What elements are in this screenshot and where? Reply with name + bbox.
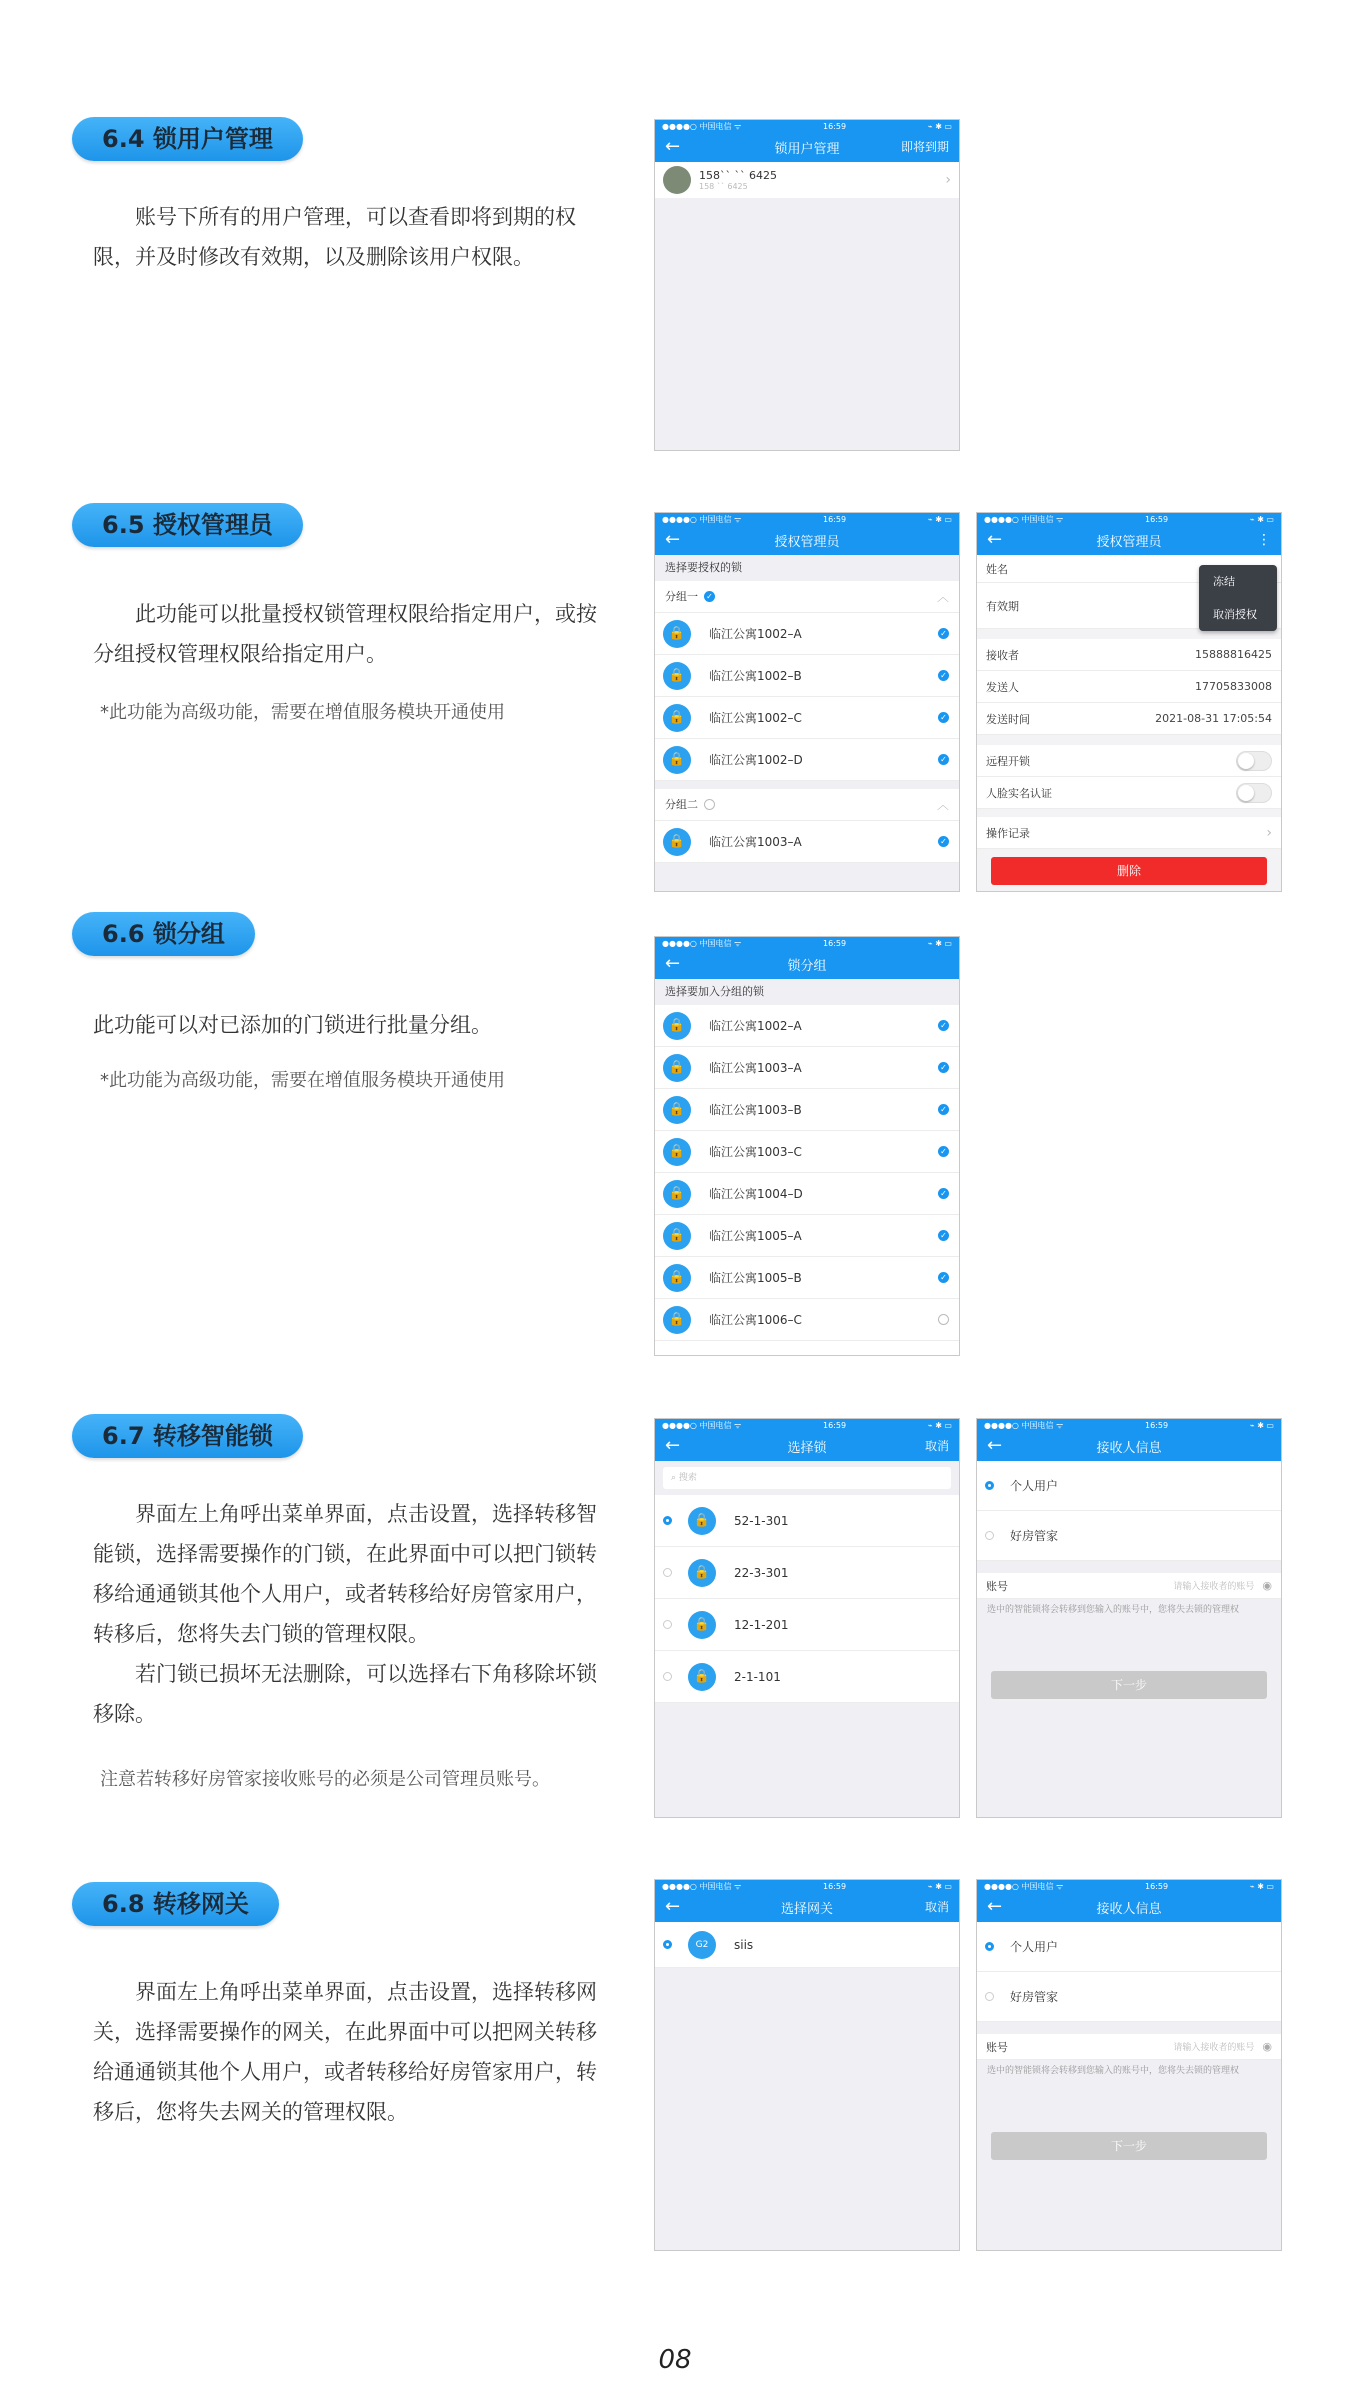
nav-title: 选择网关 — [780, 1901, 833, 1917]
option-property-manager[interactable]: 好房管家 — [977, 1511, 1281, 1561]
lock-icon: 🔒 — [688, 1611, 716, 1639]
check-icon[interactable]: ✓ — [938, 1272, 949, 1283]
check-icon[interactable]: ✓ — [704, 591, 715, 602]
gateway-icon: G2 — [688, 1931, 716, 1959]
lock-icon: 🔒 — [688, 1663, 716, 1691]
list-item[interactable]: G2 siis — [655, 1922, 959, 1968]
nav-bar — [655, 132, 959, 162]
list-item[interactable]: 🔒 2-1-101 — [655, 1651, 959, 1703]
radio-icon[interactable] — [985, 1942, 994, 1951]
radio-icon[interactable] — [663, 1672, 672, 1681]
list-item[interactable]: 🔒 临江公寓1003–A ✓ — [655, 821, 959, 863]
search-icon: ⌕ — [671, 1473, 679, 1483]
option-property-manager[interactable]: 好房管家 — [977, 1972, 1281, 2022]
section-note-6-5: *此功能为高级功能，需要在增值服务模块开通使用 — [100, 702, 505, 723]
list-item[interactable]: 🔒 临江公寓1003–B ✓ — [655, 1089, 959, 1131]
cancel-button[interactable]: 取消 — [924, 1439, 949, 1453]
lock-icon: 🔒 — [663, 1012, 691, 1040]
check-icon[interactable]: ✓ — [938, 1020, 949, 1031]
delete-button[interactable]: 删除 — [991, 857, 1267, 885]
nav-bar — [655, 1431, 959, 1461]
lock-icon: 🔒 — [663, 1054, 691, 1082]
account-input[interactable]: 请输入接收者的账号 — [1173, 2043, 1255, 2053]
nav-title: 锁用户管理 — [774, 141, 840, 157]
nav-title: 锁分组 — [787, 958, 827, 974]
back-arrow-icon[interactable]: ← — [665, 529, 681, 550]
back-arrow-icon[interactable]: ← — [987, 529, 1003, 550]
list-item[interactable]: 🔒 52-1-301 — [655, 1495, 959, 1547]
popup-menu — [1199, 565, 1277, 631]
remote-unlock-row: 远程开锁 — [977, 745, 1281, 777]
nav-bar — [655, 525, 959, 555]
section-note-6-6: *此功能为高级功能，需要在增值服务模块开通使用 — [100, 1070, 505, 1091]
transfer-hint: 选中的智能锁将会转移到您输入的账号中，您将失去锁的管理权 — [987, 1605, 1240, 1615]
section-heading-6-8: 6.8 转移网关 — [72, 1882, 279, 1926]
section-body-6-5: 此功能可以批量授权锁管理权限给指定用户，或按分组授权管理权限给指定用户。 — [93, 602, 597, 666]
nav-title: 选择锁 — [787, 1440, 827, 1456]
check-icon[interactable]: ✓ — [938, 836, 949, 847]
status-bar: ●●●●○ 中国电信 ᯤ 16:59 ⌁ ✱ ▭ — [977, 1419, 1281, 1431]
lock-icon: 🔒 — [663, 620, 691, 648]
expiring-soon-button[interactable]: 即将到期 — [900, 140, 949, 154]
check-icon[interactable]: ✓ — [938, 670, 949, 681]
radio-icon[interactable] — [985, 1481, 994, 1490]
nav-title: 接收人信息 — [1096, 1440, 1162, 1456]
lock-icon: 🔒 — [663, 662, 691, 690]
back-arrow-icon[interactable]: ← — [987, 1435, 1003, 1456]
radio-icon[interactable] — [663, 1568, 672, 1577]
check-icon[interactable]: ✓ — [938, 1230, 949, 1241]
list-item[interactable]: 🔒 临江公寓1003–C ✓ — [655, 1131, 959, 1173]
revoke-menu-item[interactable]: 取消授权 — [1213, 608, 1257, 621]
status-bar: ●●●●○ 中国电信 ᯤ 16:59 ⌁ ✱ ▭ — [655, 937, 959, 949]
account-input[interactable]: 请输入接收者的账号 — [1173, 1582, 1255, 1592]
lock-icon: 🔒 — [663, 1180, 691, 1208]
radio-icon[interactable] — [938, 1314, 949, 1325]
group-header-1[interactable]: 分组一 ✓ ︿ — [655, 581, 959, 613]
section-body-6-8: 界面左上角呼出菜单界面，点击设置，选择转移网关，选择需要操作的网关，在此界面中可以把网关转移给通通锁其他个人用户，或者转移给好房管家用户，转移后，您将失去网关的管理权限。 — [93, 1980, 597, 2124]
nav-bar — [655, 1892, 959, 1922]
list-item[interactable]: 🔒 临江公寓1005–B ✓ — [655, 1257, 959, 1299]
page-number: 08 — [658, 2345, 692, 2375]
list-item[interactable]: 🔒 临江公寓1003–A ✓ — [655, 1047, 959, 1089]
phone-select-gateway — [654, 1879, 960, 2251]
status-bar: ●●●●○ 中国电信 ᯤ 16:59 ⌁ ✱ ▭ — [977, 1880, 1281, 1892]
status-bar: ●●●●○ 中国电信 ᯤ 16:59 ⌁ ✱ ▭ — [977, 513, 1281, 525]
section-subtitle: 选择要加入分组的锁 — [655, 979, 959, 1005]
chevron-up-icon: ︿ — [936, 589, 949, 604]
next-step-button[interactable]: 下一步 — [991, 2132, 1267, 2160]
list-item[interactable]: 🔒 12-1-201 — [655, 1599, 959, 1651]
phone-lock-user-management — [654, 119, 960, 451]
lock-icon: 🔒 — [663, 1264, 691, 1292]
list-item[interactable]: 🔒 临江公寓1006–C — [655, 1299, 959, 1341]
chevron-up-icon: ︿ — [936, 797, 949, 812]
status-bar: ●●●●○ 中国电信 ᯤ 16:59 ⌁ ✱ ▭ — [655, 1880, 959, 1892]
check-icon[interactable]: ✓ — [938, 628, 949, 639]
section-body-6-6: 此功能可以对已添加的门锁进行批量分组。 — [93, 1013, 492, 1037]
lock-icon: 🔒 — [688, 1507, 716, 1535]
radio-icon[interactable] — [663, 1940, 672, 1949]
search-input[interactable]: ⌕ 搜索 — [663, 1467, 951, 1489]
nav-title: 接收人信息 — [1096, 1901, 1162, 1917]
phone-lock-group — [654, 936, 960, 1356]
section-body-6-4: 账号下所有的用户管理，可以查看即将到期的权限，并及时修改有效期，以及删除该用户权限。 — [93, 205, 576, 269]
lock-icon: 🔒 — [663, 746, 691, 774]
remote-unlock-toggle[interactable] — [1236, 751, 1272, 771]
send-time-row: 发送时间 2021-08-31 17:05:54 — [977, 703, 1281, 735]
nav-bar — [977, 1892, 1281, 1922]
name-row: 姓名 — [977, 555, 1281, 583]
status-bar: ●●●●○ 中国电信 ᯤ 16:59 ⌁ ✱ ▭ — [655, 1419, 959, 1431]
operation-log-row[interactable]: 操作记录 › — [977, 817, 1281, 849]
user-phone: 158`` `` 6425 — [699, 169, 777, 182]
option-personal-user[interactable]: 个人用户 — [977, 1922, 1281, 1972]
account-row[interactable]: 账号 请输入接收者的账号 ◉ — [977, 1573, 1281, 1599]
radio-icon[interactable] — [985, 1992, 994, 2001]
more-menu-icon[interactable]: ⋮ — [1257, 532, 1271, 548]
back-arrow-icon[interactable]: ← — [665, 1896, 681, 1917]
radio-icon[interactable] — [704, 799, 715, 810]
contact-icon[interactable]: ◉ — [1262, 2040, 1272, 2053]
nav-bar — [977, 525, 1281, 555]
lock-icon: 🔒 — [663, 828, 691, 856]
cancel-button[interactable]: 取消 — [924, 1900, 949, 1914]
list-item[interactable]: 🔒 临江公寓1002–A ✓ — [655, 613, 959, 655]
check-icon[interactable]: ✓ — [938, 1146, 949, 1157]
lock-icon: 🔒 — [688, 1559, 716, 1587]
avatar — [663, 166, 691, 194]
list-item[interactable]: 🔒 22-3-301 — [655, 1547, 959, 1599]
phone-authorize-admin-detail — [976, 512, 1282, 892]
check-icon[interactable]: ✓ — [938, 1104, 949, 1115]
face-auth-toggle[interactable] — [1236, 783, 1272, 803]
lock-icon: 🔒 — [663, 1222, 691, 1250]
nav-bar — [977, 1431, 1281, 1461]
back-arrow-icon[interactable]: ← — [665, 1435, 681, 1456]
user-row[interactable] — [655, 162, 959, 198]
transfer-hint: 选中的智能锁将会转移到您输入的账号中，您将失去锁的管理权 — [987, 2066, 1240, 2076]
list-item[interactable]: 🔒 临江公寓1002–C ✓ — [655, 697, 959, 739]
back-arrow-icon[interactable]: ← — [987, 1896, 1003, 1917]
section-body-6-7: 界面左上角呼出菜单界面，点击设置，选择转移智能锁，选择需要操作的门锁，在此界面中可以把门锁转移给通通锁其他个人用户，或者转移给好房管家用户，转移后，您将失去门锁的管理权限。 若门锁已损坏无法删除，可以选择右下角移除坏锁移除。 — [93, 1502, 597, 1726]
list-item[interactable]: 🔒 临江公寓1005–A ✓ — [655, 1215, 959, 1257]
list-item[interactable]: 🔒 临江公寓1004–D ✓ — [655, 1173, 959, 1215]
account-row[interactable]: 账号 请输入接收者的账号 ◉ — [977, 2034, 1281, 2060]
lock-icon: 🔒 — [663, 1138, 691, 1166]
freeze-menu-item[interactable]: 冻结 — [1213, 575, 1235, 588]
status-bar: ●●●●○ 中国电信 ᯤ 16:59 ⌁ ✱ ▭ — [655, 120, 959, 132]
receiver-row: 接收者 15888816425 — [977, 639, 1281, 671]
lock-icon: 🔒 — [663, 1306, 691, 1334]
list-item[interactable]: 🔒 临江公寓1002–A ✓ — [655, 1005, 959, 1047]
next-step-button[interactable]: 下一步 — [991, 1671, 1267, 1699]
phone-receiver-info-gateway — [976, 1879, 1282, 2251]
back-arrow-icon[interactable]: ← — [665, 953, 681, 974]
nav-title: 授权管理员 — [774, 534, 840, 550]
chevron-right-icon: › — [945, 172, 951, 188]
phone-receiver-info-lock — [976, 1418, 1282, 1818]
radio-icon[interactable] — [663, 1620, 672, 1629]
check-icon[interactable]: ✓ — [938, 712, 949, 723]
section-heading-6-7: 6.7 转移智能锁 — [72, 1414, 303, 1458]
nav-bar — [655, 949, 959, 979]
check-icon[interactable]: ✓ — [938, 1188, 949, 1199]
section-subtitle: 选择要授权的锁 — [655, 555, 959, 581]
section-heading-6-4: 6.4 锁用户管理 — [72, 117, 303, 161]
back-arrow-icon[interactable]: ← — [665, 136, 681, 157]
group-header-2[interactable]: 分组二 ︿ — [655, 789, 959, 821]
phone-authorize-admin-list — [654, 512, 960, 892]
validity-row[interactable]: 有效期 — [977, 583, 1281, 629]
user-sub: 158 `` 6425 — [699, 182, 748, 191]
option-personal-user[interactable]: 个人用户 — [977, 1461, 1281, 1511]
list-item[interactable]: 🔒 临江公寓1002–D ✓ — [655, 739, 959, 781]
check-icon[interactable]: ✓ — [938, 754, 949, 765]
face-auth-row: 人脸实名认证 — [977, 777, 1281, 809]
lock-icon: 🔒 — [663, 704, 691, 732]
radio-icon[interactable] — [663, 1516, 672, 1525]
section-note-6-7: 注意若转移好房管家接收账号的必须是公司管理员账号。 — [100, 1769, 550, 1790]
nav-title: 授权管理员 — [1096, 534, 1162, 550]
check-icon[interactable]: ✓ — [938, 1062, 949, 1073]
phone-select-lock — [654, 1418, 960, 1818]
chevron-right-icon: › — [1266, 824, 1272, 841]
radio-icon[interactable] — [985, 1531, 994, 1540]
sender-row: 发送人 17705833008 — [977, 671, 1281, 703]
lock-icon: 🔒 — [663, 1096, 691, 1124]
status-bar: ●●●●○ 中国电信 ᯤ 16:59 ⌁ ✱ ▭ — [655, 513, 959, 525]
section-heading-6-5: 6.5 授权管理员 — [72, 503, 303, 547]
list-item[interactable]: 🔒 临江公寓1002–B ✓ — [655, 655, 959, 697]
contact-icon[interactable]: ◉ — [1262, 1579, 1272, 1592]
section-heading-6-6: 6.6 锁分组 — [72, 912, 255, 956]
